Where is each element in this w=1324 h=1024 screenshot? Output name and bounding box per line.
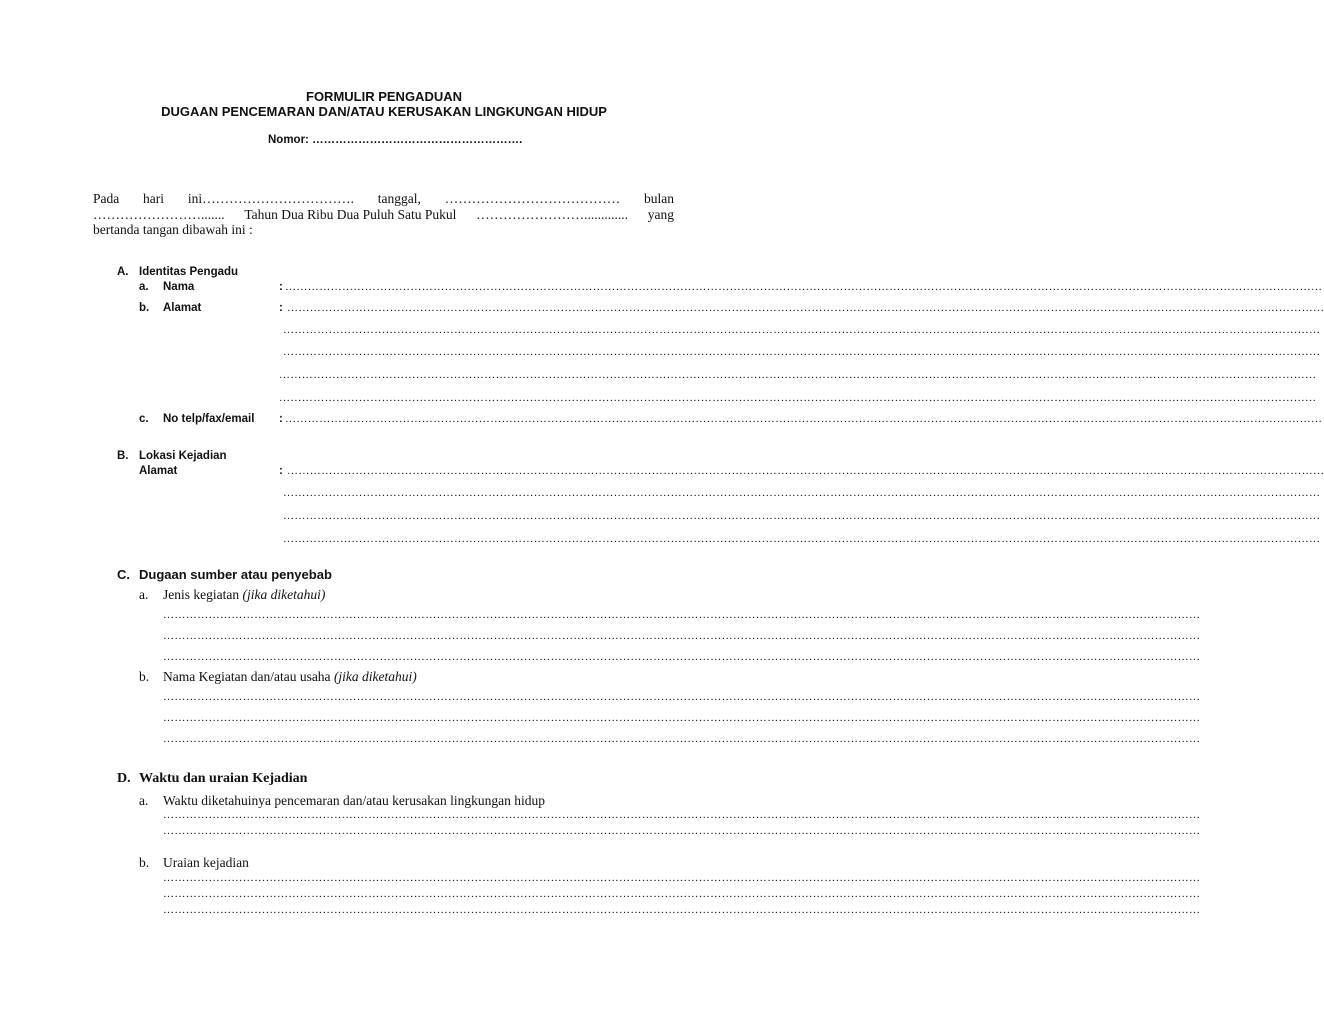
alamat-label: Alamat [163,302,202,314]
label-text: Jenis kegiatan [163,587,240,602]
form-number: Nomor: ………………………………………………. [268,134,523,146]
item-letter: b. [139,669,150,684]
uraian-field-line-1[interactable]: ………………………………………………………………………………………………………………………………………………………………………………………………………………………………………………… [163,872,1201,884]
nama-kegiatan-field-line-2[interactable]: ………………………………………………………………………………………………………………………………………………………………………………………………………………………………………………… [163,712,1201,724]
intro-line-3: bertanda tangan dibawah ini : [93,222,253,237]
alamat-field-line-4[interactable]: ………………………………………………………………………………………………………………………………………………………………………………………………………………………………………………… [279,369,1317,381]
section-d-heading: Waktu dan uraian Kejadian [139,771,308,786]
uraian-field-line-3[interactable]: ………………………………………………………………………………………………………………………………………………………………………………………………………………………………………………… [163,904,1201,916]
colon: : [279,465,283,477]
intro-word: ini……………………………. [187,191,354,206]
nama-kegiatan-label [163,669,417,685]
nama-kegiatan-field-line-1[interactable]: ………………………………………………………………………………………………………………………………………………………………………………………………………………………………………………… [163,691,1201,703]
intro-line-1 [93,191,674,207]
section-d-letter: D. [117,771,131,786]
section-a-heading: Identitas Pengadu [139,266,239,278]
lokasi-field-line-3[interactable]: ………………………………………………………………………………………………………………………………………………………………………………………………………………………………………………… [283,510,1321,522]
section-b-heading: Lokasi Kejadian [139,450,227,462]
section-c-letter: C. [117,567,130,582]
alamat-field-line-2[interactable]: ………………………………………………………………………………………………………………………………………………………………………………………………………………………………………………… [283,324,1321,336]
intro-word: Pada [93,191,120,206]
label-text: Nama Kegiatan dan/atau usaha [163,669,331,684]
lokasi-field-line-4[interactable]: ………………………………………………………………………………………………………………………………………………………………………………………………………………………………………………… [283,533,1321,545]
field-letter: b. [139,302,150,314]
jenis-kegiatan-label [163,587,325,603]
telp-label: No telp/fax/email [163,413,255,425]
jenis-kegiatan-field-line-3[interactable]: ………………………………………………………………………………………………………………………………………………………………………………………………………………………………………………… [163,651,1201,663]
colon: : [279,281,283,293]
waktu-label: Waktu diketahuinya pencemaran dan/atau kerusakan lingkungan hidup [163,793,546,808]
field-letter: c. [139,413,149,425]
intro-word: ……………………............. [476,207,628,222]
lokasi-field-line-1[interactable]: ………………………………………………………………………………………………………………………………………………………………………………………………………………………………………………… [287,465,1324,477]
waktu-field-line-2[interactable]: ………………………………………………………………………………………………………………………………………………………………………………………………………………………………………………… [163,825,1201,837]
uraian-label: Uraian kejadian [163,855,249,870]
jenis-kegiatan-field-line-1[interactable]: ………………………………………………………………………………………………………………………………………………………………………………………………………………………………………………… [163,609,1201,621]
intro-word: yang [647,207,674,222]
section-c-heading: Dugaan sumber atau penyebab [139,567,332,582]
nama-kegiatan-field-line-3[interactable]: ………………………………………………………………………………………………………………………………………………………………………………………………………………………………………………… [163,733,1201,745]
lokasi-field-line-2[interactable]: ………………………………………………………………………………………………………………………………………………………………………………………………………………………………………………… [283,487,1321,499]
lokasi-alamat-label: Alamat [139,465,178,477]
colon: : [279,413,283,425]
waktu-field-line-1[interactable]: ………………………………………………………………………………………………………………………………………………………………………………………………………………………………………………… [163,809,1201,821]
telp-field[interactable]: ………………………………………………………………………………………………………………………………………………………………………………………………………………………………………………… [285,413,1323,425]
section-a-letter: A. [117,266,129,278]
nama-field[interactable]: ………………………………………………………………………………………………………………………………………………………………………………………………………………………………………………… [285,281,1323,293]
colon: : [279,302,283,314]
intro-word: hari [143,191,165,206]
intro-word: Tahun Dua Ribu Dua Puluh Satu Pukul [244,207,457,222]
label-note: (jika diketahui) [333,669,417,684]
alamat-field-line-1[interactable]: ………………………………………………………………………………………………………………………………………………………………………………………………………………………………………………… [287,302,1324,314]
item-letter: a. [139,587,149,602]
field-letter: a. [139,281,149,293]
form-title: FORMULIR PENGADUAN [306,89,462,104]
intro-line-2 [93,207,674,223]
item-letter: a. [139,793,149,808]
item-letter: b. [139,855,150,870]
intro-word: tanggal, [377,191,421,206]
intro-word: bulan [644,191,674,206]
alamat-field-line-3[interactable]: ………………………………………………………………………………………………………………………………………………………………………………………………………………………………………………… [283,346,1321,358]
form-subtitle: DUGAAN PENCEMARAN DAN/ATAU KERUSAKAN LINGKUNGAN HIDUP [161,104,607,119]
uraian-field-line-2[interactable]: ………………………………………………………………………………………………………………………………………………………………………………………………………………………………………………… [163,888,1201,900]
alamat-field-line-5[interactable]: ………………………………………………………………………………………………………………………………………………………………………………………………………………………………………………… [279,392,1317,404]
intro-word: ………………………………… [444,191,621,206]
nama-label: Nama [163,281,195,293]
intro-word: ……………………....... [93,207,225,222]
label-note: (jika diketahui) [242,587,326,602]
section-b-letter: B. [117,450,129,462]
jenis-kegiatan-field-line-2[interactable]: ………………………………………………………………………………………………………………………………………………………………………………………………………………………………………………… [163,630,1201,642]
